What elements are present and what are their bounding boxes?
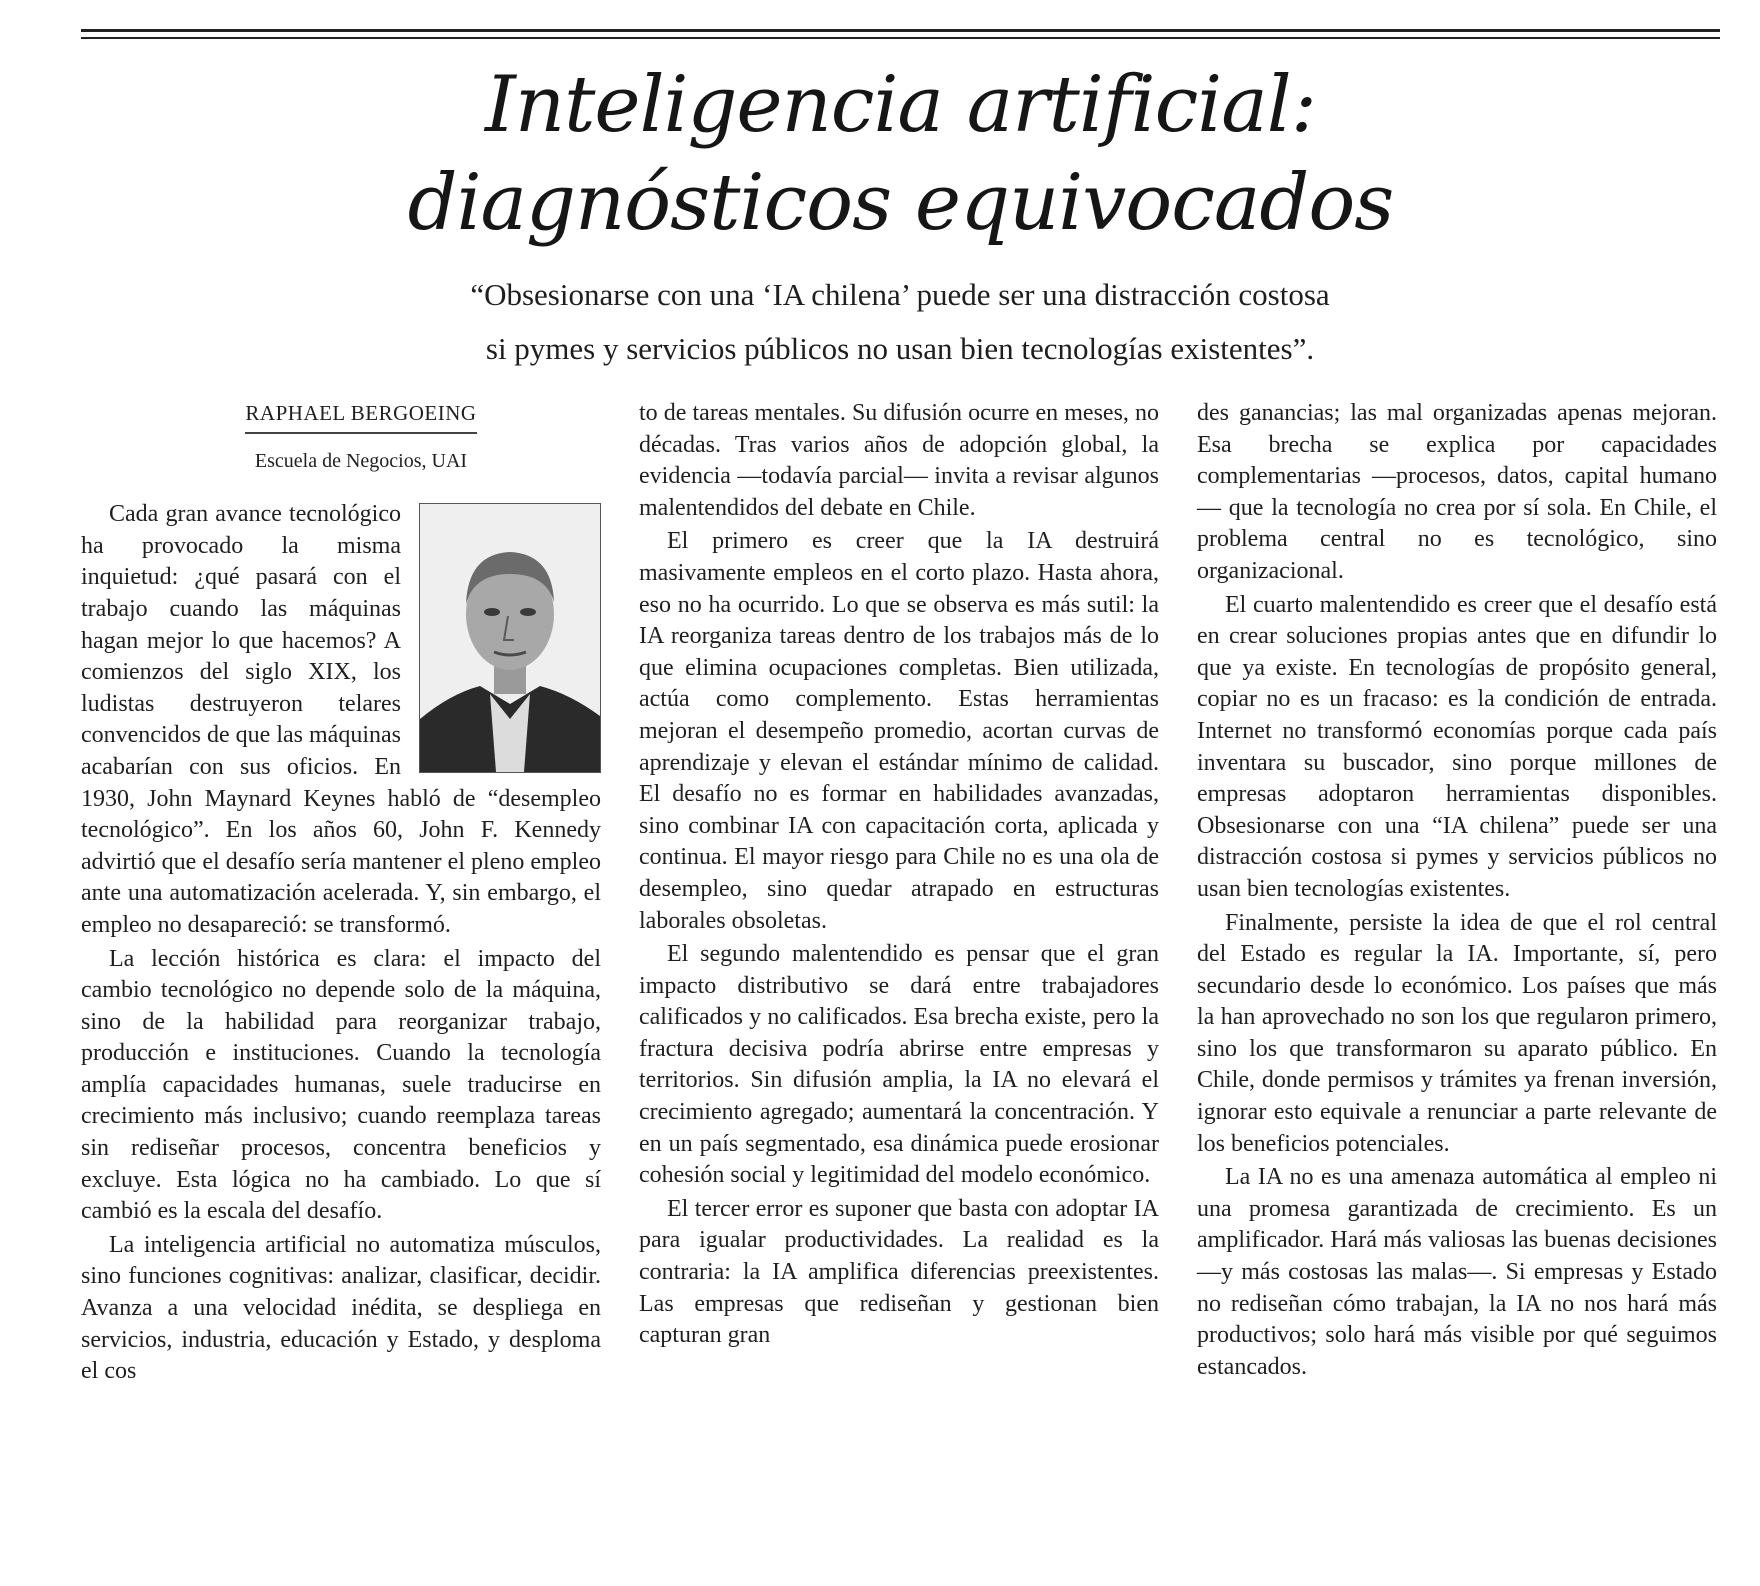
author-name: RAPHAEL BERGOEING xyxy=(245,398,476,434)
paragraph-6: El tercer error es suponer que basta con adoptar IA para igualar productividades. La realidad es la contraria: la IA amplifica diferencias preexistentes. Las empresas que rediseñan y gestionan bien capturan gran xyxy=(639,1195,1159,1349)
headline-line-1: Inteligencia artificial: xyxy=(485,60,1316,150)
deck-quote xyxy=(120,268,1680,376)
top-rule xyxy=(81,29,1720,32)
column-1 xyxy=(81,398,601,1388)
paragraph-8: Finalmente, persiste la idea de que el rol central del Estado es regular la IA. Importante, sí, pero secundario desde lo económico. Los países que más la han aprovechado no son los que regularon primero, sino los que transformaron su aparato público. En Chile, donde permisos y trámites ya frenan inversión, ignorar esto equivale a renunciar a parte relevante de los beneficios potenciales. xyxy=(1197,909,1717,1157)
portrait-svg xyxy=(420,504,600,772)
paragraph-6-continued: des ganancias; las mal organizadas apenas mejoran. Esa brecha se explica por capacidades complementarias —procesos, datos, capital humano— que la tecnología no crea por sí sola. En Chile, el problema central no es tecnológico, sino organizacional. xyxy=(1197,400,1717,584)
column-2 xyxy=(639,398,1159,1352)
paragraph-7: El cuarto malentendido es creer que el desafío está en crear soluciones propias antes que en difundir lo que ya existe. En tecnologías de propósito general, copiar no es un fracaso: es la condición de entrada. Internet no transformó economías porque cada país inventara su buscador, sino porque millones de empresas adoptaron herramientas disponibles. Obsesionarse con una “IA chilena” puede ser una distracción costosa si pymes y servicios públicos no usan bien tecnologías existentes. xyxy=(1197,591,1717,902)
column-3 xyxy=(1197,398,1717,1383)
deck-line-1: “Obsesionarse con una ‘IA chilena’ puede ser una distracción costosa xyxy=(470,277,1330,312)
paragraph-4: El primero es creer que la IA destruirá masivamente empleos en el corto plazo. Hasta ahora, eso no ha ocurrido. Lo que se observa es más sutil: la IA reorganiza tareas dentro de los trabajos más de lo que elimina ocupaciones completas. Bien utilizada, actúa como complemento. Estas herramientas mejoran el desempeño promedio, acortan curvas de aprendizaje y elevan el estándar mínimo de calidad. El desafío no es formar en habilidades avanzadas, sino combinar IA con capacitación corta, aplicada y continua. El mayor riesgo para Chile no es una ola de desempleo, sino quedar atrapado en estructuras laborales obsoletas. xyxy=(639,528,1159,934)
paragraph-3-continued: to de tareas mentales. Su difusión ocurre en meses, no décadas. Tras varios años de adopción global, la evidencia —todavía parcial— invita a revisar algunos malentendidos del debate en Chile. xyxy=(639,400,1159,521)
paragraph-2: La lección histórica es clara: el impacto del cambio tecnológico no depende solo de la máquina, sino de la habilidad para reorganizar trabajo, producción e instituciones. Cuando la tecnología amplía capacidades humanas, suele traducirse en crecimiento más inclusivo; cuando reemplaza tareas sin rediseñar procesos, concentra beneficios y excluye. Esta lógica no ha cambiado. Lo que sí cambió es la escala del desafío. xyxy=(81,945,601,1225)
paragraph-1: Cada gran avance tecnológico ha provocado la misma inquietud: ¿qué pasará con el trabajo cuando las máquinas hagan mejor lo que hacemos? A comienzos del siglo XIX, los ludistas destruyeron telares convencidos de que las máquinas acabarían con sus oficios. En 1930, John Maynard Keynes habló de “desempleo tecnológico”. En los años 60, John F. Kennedy advirtió que el desafío sería mantener el pleno empleo ante una automatización acelerada. Y, sin embargo, el empleo no desapareció: se transformó. xyxy=(81,501,601,938)
paragraph-5: El segundo malentendido es pensar que el gran impacto distributivo se dará entre trabajadores calificados y no calificados. Esa brecha existe, pero la fractura decisiva podría abrirse entre empresas y territorios. Sin difusión amplia, la IA no elevará el crecimiento agregado; aumentará la concentración. Y en un país segmentado, esa dinámica puede erosionar cohesión social y legitimidad del modelo económico. xyxy=(639,941,1159,1189)
headline xyxy=(81,56,1720,252)
author-affiliation: Escuela de Negocios, UAI xyxy=(254,449,468,472)
paragraph-3: La inteligencia artificial no automatiza músculos, sino funciones cognitivas: analizar, clasificar, decidir. Avanza a una velocidad inédita, se despliega en servicios, industria, educación y Estado, y desploma el cos xyxy=(81,1231,601,1385)
headline-line-2: diagnósticos equivocados xyxy=(407,158,1394,248)
byline xyxy=(81,398,601,434)
paragraph-9: La IA no es una amenaza automática al empleo ni una promesa garantizada de crecimiento. Es un amplificador. Hará más valiosas las buenas decisiones —y más costosas las malas—. Si empresas y Estado no rediseñan cómo trabajan, la IA no nos hará más productivos; solo hará más visible por qué seguimos estancados. xyxy=(1197,1164,1717,1380)
top-rule-thin xyxy=(81,37,1720,39)
deck-line-2: si pymes y servicios públicos no usan bien tecnologías existentes”. xyxy=(485,331,1315,366)
author-portrait-icon xyxy=(419,503,601,773)
